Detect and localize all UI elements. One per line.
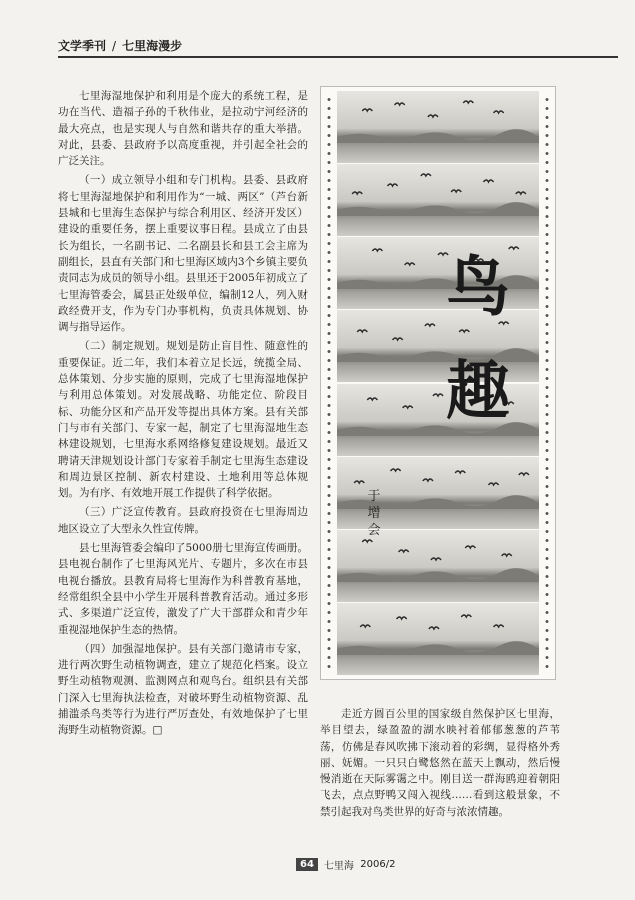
- feature-author: [366, 488, 382, 539]
- bird-silhouette: [461, 615, 471, 617]
- photo-strip: [337, 164, 539, 236]
- birds-over-reeds-scene: [337, 91, 539, 163]
- bird-silhouette: [502, 554, 512, 556]
- bird-silhouette: [451, 190, 461, 192]
- birds-over-reeds-scene: [337, 603, 539, 675]
- author-char: 增: [367, 506, 381, 521]
- article-paragraph: 七里海湿地保护和利用是个庞大的系统工程，是功在当代、造福子孙的千秋伟业，是拉动宁河经济的最大亮点，也是实现人与自然和谐共存的重大举措。对此，县委、县政府予以高度重视，并引起全社会的广泛关注。: [58, 90, 308, 168]
- bird-silhouette: [494, 111, 504, 113]
- bird-silhouette: [421, 174, 431, 176]
- bird-silhouette: [388, 184, 398, 186]
- header-separator: /: [112, 39, 117, 53]
- header-rule: [58, 56, 618, 58]
- bird-silhouette: [360, 625, 370, 627]
- reed-band: [337, 568, 539, 582]
- author-char: 于: [367, 489, 381, 504]
- bird-silhouette: [483, 180, 493, 182]
- title-char: 趣: [446, 354, 510, 429]
- photo-strip: [337, 530, 539, 602]
- feature-intro: [320, 706, 560, 820]
- bird-silhouette: [516, 192, 526, 194]
- running-header: [58, 37, 588, 55]
- bird-silhouette: [429, 627, 439, 629]
- title-char: 鸟: [446, 250, 510, 325]
- bird-silhouette: [405, 263, 415, 265]
- author-char: 会: [367, 523, 381, 538]
- bird-silhouette: [397, 617, 407, 619]
- footer-issue: 2006/2: [360, 858, 396, 870]
- intro-paragraph: 走近方圆百公里的国家级自然保护区七里海，举目望去，绿盈盈的湖水映衬着郁郁葱葱的芦苇荡，仿佛是春风吹拂下滚动着的彩绸，显得格外秀丽、妩媚。一只只白鹭悠然在蓝天上飘动，然后慢慢消逝在天际雾霭之中。刚目送一群海鸥迎着朝阳飞去，点点野鸭又闯入视线……看到这般景象，不禁引起我对鸟类世界的好奇与浓浓情趣。: [320, 708, 560, 818]
- bird-silhouette: [403, 406, 413, 408]
- bird-silhouette: [519, 473, 529, 475]
- photo-strip: [337, 91, 539, 163]
- footer-journal: 七里海: [323, 860, 354, 872]
- bird-silhouette: [391, 469, 401, 471]
- article-paragraph: （四）加强湿地保护。县有关部门邀请市专家，进行两次野生动植物调查，建立了规范化档案。设立野生动植物观测、监测网点和观鸟台。组织县有关部门深入七里海执法检查，对破坏野生动植物资源、乱捕滥杀鸟类等行为进行严厉查处，有效地保护了七里海野生动植物资源。□: [58, 642, 308, 737]
- article-paragraph: （一）成立领导小组和专门机构。县委、县政府将七里海湿地保护和利用作为“一城、两区”（芦台新县城和七里海生态保护与综合利用区、经济开发区）建设的重要任务，摆上重要议事日程。县成立了由县长为组长，一名副书记、二名副县长和县工会主席为副组长，县直有关部门和七里海区域内3个乡镇主要负责同志为成员的领导小组。县里还于2005年初成立了七里海管委会，属县正处级单位，编制12人，列入财政经费开支，作为专门办事机构，负责具体规划、协调与指导运作。: [58, 174, 308, 334]
- bird-silhouette: [465, 546, 475, 548]
- bird-silhouette: [399, 550, 409, 552]
- reed-band: [337, 129, 539, 143]
- bird-silhouette: [423, 479, 433, 481]
- bird-silhouette: [393, 338, 403, 340]
- article-paragraph: （三）广泛宣传教育。县政府投资在七里海周边地区设立了大型永久性宣传牌。: [58, 506, 308, 535]
- bird-silhouette: [357, 330, 367, 332]
- bird-silhouette: [489, 483, 499, 485]
- bird-silhouette: [431, 558, 441, 560]
- birds-over-reeds-scene: [337, 530, 539, 602]
- bird-silhouette: [372, 249, 382, 251]
- feature-title: [438, 236, 518, 444]
- page-number: 64: [296, 858, 318, 871]
- bird-silhouette: [494, 625, 504, 627]
- bird-silhouette: [362, 109, 372, 111]
- bird-silhouette: [352, 192, 362, 194]
- reed-band: [337, 641, 539, 655]
- bird-silhouette: [455, 471, 465, 473]
- birds-over-reeds-scene: [337, 164, 539, 236]
- bird-silhouette: [354, 481, 364, 483]
- bird-silhouette: [395, 103, 405, 105]
- film-perforation-right: [543, 95, 551, 671]
- bird-silhouette: [367, 398, 377, 400]
- page-footer: [296, 856, 395, 872]
- bird-silhouette: [428, 115, 438, 117]
- header-series: 七里海漫步: [122, 39, 183, 53]
- article-paragraph: 县七里海管委会编印了5000册七里海宣传画册。县电视台制作了七里海风光片、专题片，多次在市县电视台播放。县教育局将七里海作为科普教育基地，经常组织全县中小学生开展科普教育活动。通过多形式、多渠道广泛宣传，激发了广大干部群众和青少年重视湿地保护生态的热情。: [58, 542, 308, 636]
- photo-strip: [337, 603, 539, 675]
- reed-band: [337, 202, 539, 216]
- article-body: [58, 88, 308, 742]
- bird-silhouette: [425, 324, 435, 326]
- header-section: 文学季刊: [58, 39, 107, 53]
- film-perforation-left: [325, 95, 333, 671]
- bird-silhouette: [463, 101, 473, 103]
- bird-silhouette: [362, 540, 372, 542]
- article-paragraph: （二）制定规划。规划是防止盲目性、随意性的重要保证。近二年，我们本着立足长远，统揽全局、总体策划、分步实施的原则，完成了七里海湿地保护与利用总体策划。对发展战略、功能定位、阶段目标、功能分区和产品开发等提出具体方案。县有关部门与市有关部门、专家一起，制定了七里海湿地生态林建设规划，七里海水系网络修复建设规划。最近又聘请天津规划设计部门专家着手制定七里海生态建设和周边景区控制、新农村建设、土地利用等总体规划。为有序、有效地开展工作提供了科学依据。: [58, 340, 308, 500]
